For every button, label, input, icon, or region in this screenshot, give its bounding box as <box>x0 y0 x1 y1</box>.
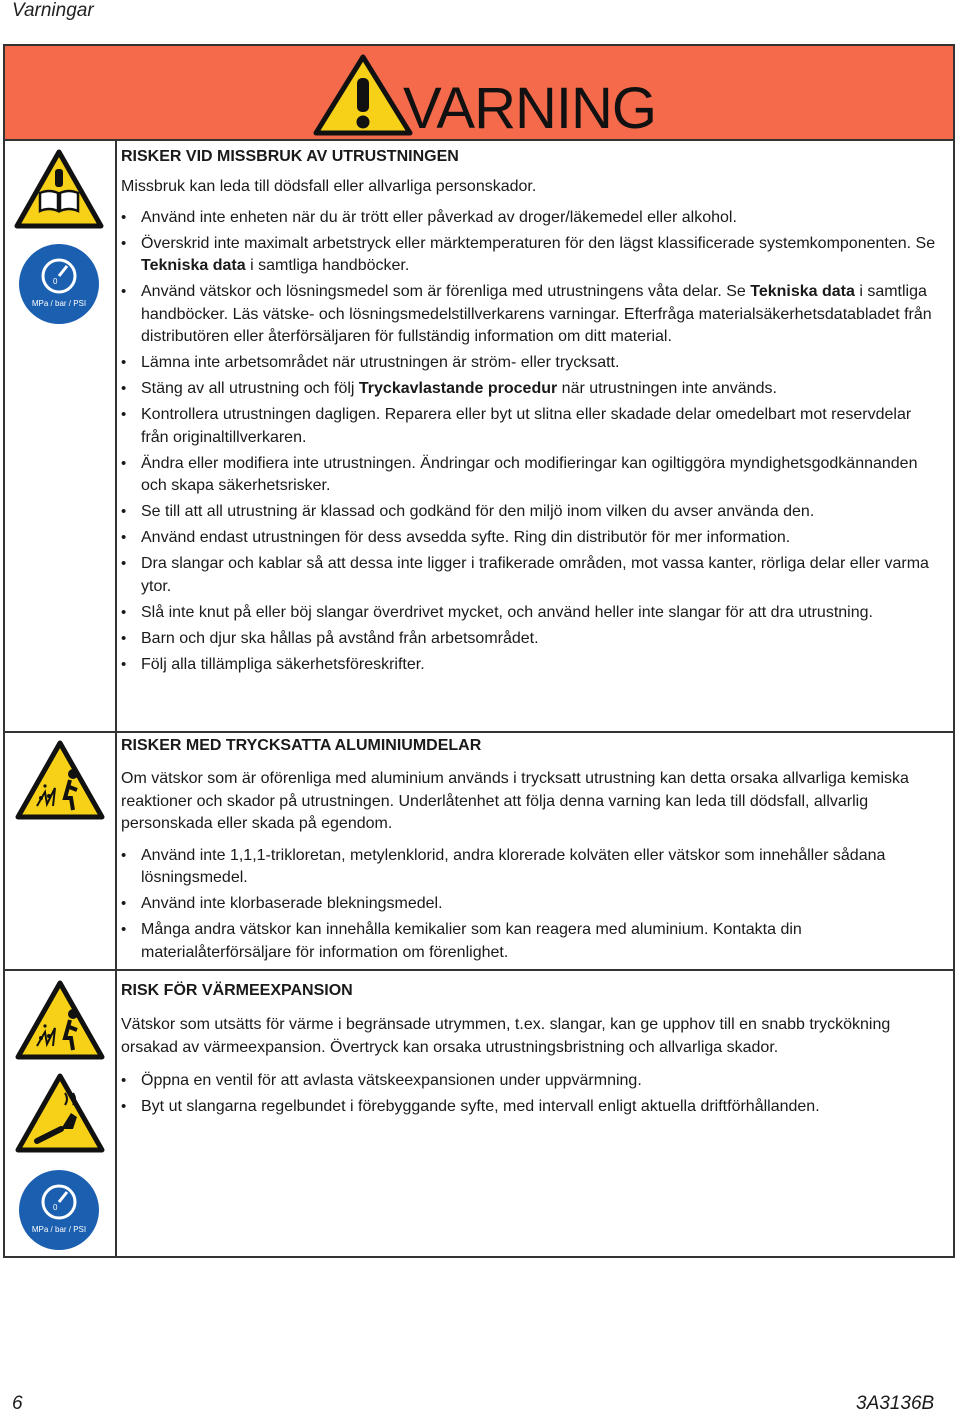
page-number: 6 <box>12 1393 23 1414</box>
pressure-gauge-icon <box>17 1168 101 1252</box>
bullet-item: • Se till att all utrustning är klassad och godkänd för den miljö inom vilken du avser använda den. <box>121 501 941 524</box>
bullet-item: • Lämna inte arbetsområdet när utrustningen är ström- eller trycksatt. <box>121 352 941 375</box>
section-heading: RISKER MED TRYCKSATTA ALUMINIUMDELAR <box>121 737 482 754</box>
bullet-item: • Använd inte klorbaserade blekningsmedel. <box>121 893 941 916</box>
bullet-item: • Dra slangar och kablar så att dessa inte ligger i trafikerade områden, mot vassa kanter, rörliga delar eller varma ytor. <box>121 553 941 598</box>
bullet-list <box>121 207 941 677</box>
bullet-item: • Överskrid inte maximalt arbetstryck eller märktemperaturen för den lägst klassificerade systemkomponenten. Se Tekniska data i samtliga handböcker. <box>121 233 941 278</box>
burst-hazard-icon <box>15 740 105 820</box>
bullet-item: • Öppna en ventil för att avlasta vätskeexpansionen under uppvärmning. <box>121 1070 941 1093</box>
burst-hazard-icon <box>15 980 105 1060</box>
row-divider <box>5 731 953 733</box>
section-intro: Missbruk kan leda till dödsfall eller allvarliga personskador. <box>121 178 537 195</box>
pressure-gauge-icon <box>17 242 101 326</box>
section-heading: RISK FÖR VÄRMEEXPANSION <box>121 982 353 999</box>
banner-title: VARNING <box>403 76 656 141</box>
bullet-item: • Slå inte knut på eller böj slangar överdrivet mycket, och använd heller inte slangar för att dra utrustning. <box>121 602 941 625</box>
section-heading: RISKER VID MISSBRUK AV UTRUSTNINGEN <box>121 148 459 165</box>
section-intro: Vätskor som utsätts för värme i begränsade utrymmen, t.ex. slangar, kan ge upphov till en snabb tryckökning orsakad av värmeexpansion. Övertryck kan orsaka utrustningsbristning och allvarliga skador. <box>121 1016 891 1056</box>
bullet-item: • Många andra vätskor kan innehålla kemikalier som kan reagera med aluminium. Kontakta din materialåterförsäljare för information om förenlighet. <box>121 919 941 964</box>
gauge-unit-label: MPa / bar / PSI <box>31 299 87 308</box>
section-intro: Om vätskor som är oförenliga med aluminium används i trycksatt utrustning kan detta orsaka allvarliga kemiska reaktioner och skador på utrustningen. Underlåtenhet att följa denna varning kan leda till dödsfall, allvarlig personskada eller skada på egendom. <box>121 770 909 832</box>
row-divider <box>5 969 953 971</box>
warning-banner <box>5 46 953 141</box>
column-divider <box>115 139 117 1256</box>
bullet-list <box>121 1070 941 1119</box>
bullet-item: • Barn och djur ska hållas på avstånd från arbetsområdet. <box>121 628 941 651</box>
svg-text:0: 0 <box>53 277 58 286</box>
bullet-item: • Ändra eller modifiera inte utrustningen. Ändringar och modifieringar kan ogiltiggöra myndighetsgodkännanden och skapa säkerhetsrisker. <box>121 453 941 498</box>
bullet-item: • Stäng av all utrustning och följ Tryckavlastande procedur när utrustningen inte används. <box>121 378 941 401</box>
bullet-item: • Använd endast utrustningen för dess avsedda syfte. Ring din distributör för mer information. <box>121 527 941 550</box>
read-manual-icon <box>14 149 104 229</box>
document-code: 3A3136B <box>856 1393 935 1414</box>
svg-text:0: 0 <box>53 1203 58 1212</box>
hot-hose-icon <box>15 1073 105 1153</box>
cross-reference: Tryckavlastande procedur <box>358 380 558 397</box>
section-aluminium <box>121 735 941 968</box>
bullet-item: • Använd vätskor och lösningsmedel som är förenliga med utrustningens våta delar. Se Tekniska data i samtliga handböcker. Läs vätske- och lösningsmedelstillverkarens varningar. Efterfråga materialsäkerhetsdatabladet från distributören eller återförsäljaren för fullständig information om ditt material. <box>121 281 941 349</box>
cross-reference: Tekniska data <box>141 257 246 274</box>
bullet-item: • Följ alla tillämpliga säkerhetsföreskrifter. <box>121 654 941 677</box>
running-header: Varningar <box>12 0 94 21</box>
gauge-unit-label: MPa / bar / PSI <box>31 1225 87 1234</box>
section-thermal-expansion <box>121 980 941 1122</box>
warning-triangle-icon <box>313 54 413 136</box>
bullet-item: • Kontrollera utrustningen dagligen. Reparera eller byt ut slitna eller skadade delar omedelbart mot reservdelar från originaltillverkaren. <box>121 404 941 449</box>
bullet-item: • Använd inte enheten när du är trött eller påverkad av droger/läkemedel eller alkohol. <box>121 207 941 230</box>
bullet-list <box>121 845 941 965</box>
bullet-item: • Använd inte 1,1,1-trikloretan, metylenklorid, andra klorerade kolväten eller vätskor som innehåller sådana lösningsmedel. <box>121 845 941 890</box>
section-misuse <box>121 146 941 680</box>
bullet-item: • Byt ut slangarna regelbundet i förebyggande syfte, med intervall enligt aktuella driftförhållanden. <box>121 1096 941 1119</box>
cross-reference: Tekniska data <box>750 283 855 300</box>
